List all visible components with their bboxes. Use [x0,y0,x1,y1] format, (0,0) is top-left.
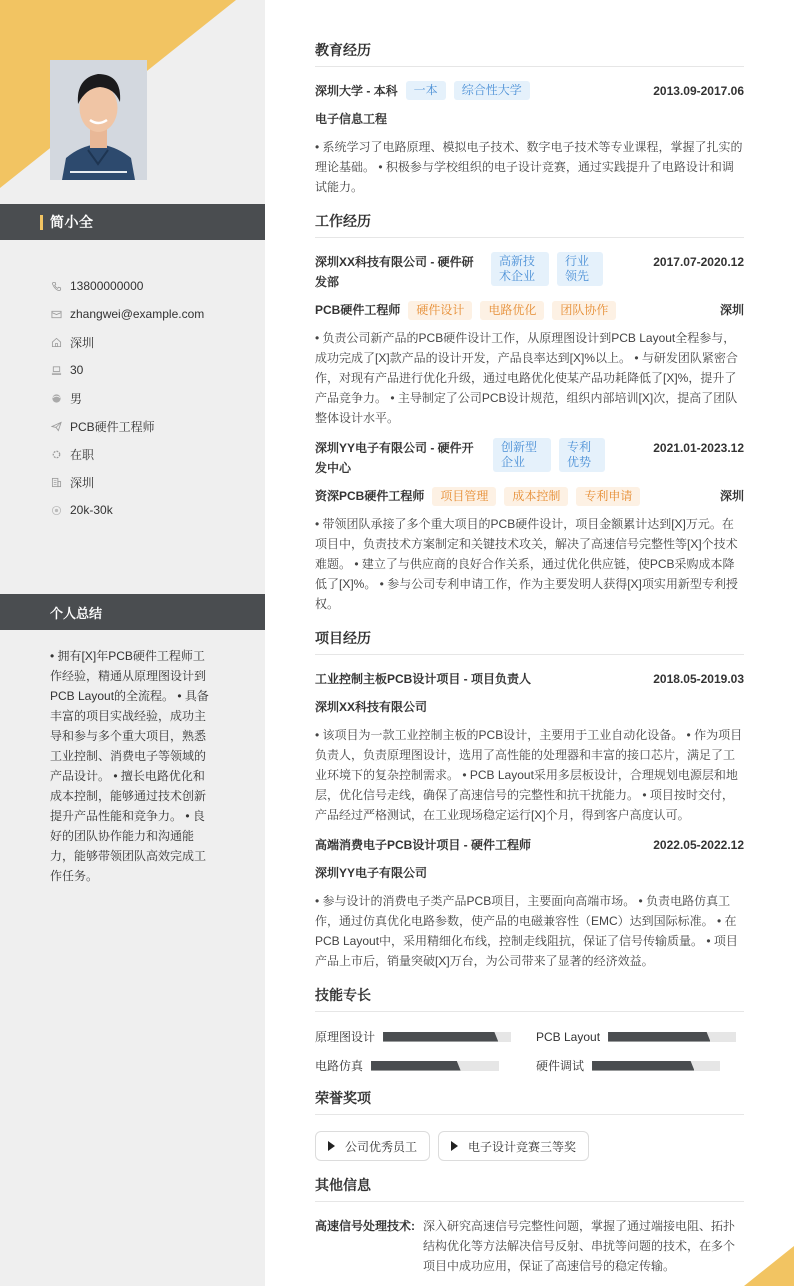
gender-value: 男 [70,391,83,406]
school-tag: 综合性大学 [454,81,530,100]
skill-tag: 专利申请 [576,487,640,506]
skill-item [536,1028,744,1045]
skill-name: 原理图设计 [315,1030,376,1044]
location-value: 深圳 [70,335,95,350]
skill-tag: 硬件设计 [408,301,472,320]
contact-work-city [50,468,250,496]
skill-bar-fill [608,1032,710,1042]
skill-grid [315,1026,744,1074]
play-triangle-icon [328,1141,335,1151]
project-date: 2018.05-2019.03 [653,672,744,686]
summary-title: 个人总结 [50,605,103,621]
company-tag: 专利优势 [559,438,605,472]
send-icon [50,420,62,432]
mail-icon [50,308,62,320]
gender-icon [50,392,62,404]
name-banner [0,204,265,240]
education-section [315,40,744,197]
education-date: 2013.09-2017.06 [653,84,744,98]
sidebar [0,0,265,1286]
job-title-value: PCB硬件工程师 [70,419,155,434]
avatar-photo [50,60,147,180]
award-item [438,1131,589,1161]
project-entry [315,835,744,971]
company-tag: 高新技术企业 [491,252,549,286]
project-company: 深圳XX科技有限公司 [315,700,428,714]
section-title: 荣誉奖项 [315,1088,744,1115]
skill-item [536,1057,744,1074]
company-tag: 创新型企业 [493,438,551,472]
contact-job-title [50,412,250,440]
main-content [315,40,744,1286]
other-item [315,1216,744,1276]
contact-salary [50,496,250,524]
skill-bar [592,1061,720,1071]
status-icon [50,448,62,460]
project-description: • 该项目为一款工业控制主板的PCB设计，主要用于工业自动化设备。 • 作为项目负责人，负责原理图设计，选用了高性能的处理器和丰富的接口芯片，满足了工业环境下的复杂控制需求。 • PCB Layout采用多层板设计，合理规划电源层和地层，优化信号走线，确保了高速信号的完整性和抗干扰能力。 • 项目按时交付，产品经过严格测试，在工业现场稳定运行[X]个月，得到客户高度认可。 [315,728,743,822]
contact-list [50,272,250,524]
contact-gender [50,384,250,412]
skill-bar-fill [383,1032,498,1042]
skill-name: 硬件调试 [536,1059,585,1073]
project-company: 深圳YY电子有限公司 [315,866,428,880]
contact-phone [50,272,250,300]
project-entry [315,669,744,825]
award-list [315,1129,744,1161]
age-icon [50,364,62,376]
status-value: 在职 [70,447,95,462]
section-title: 技能专长 [315,985,744,1012]
contact-status [50,440,250,468]
work-entry [315,438,744,614]
project-name: 工业控制主板PCB设计项目 - 项目负责人 [315,672,532,686]
skill-bar-fill [592,1061,694,1071]
project-name: 高端消费电子PCB设计项目 - 硬件工程师 [315,838,532,852]
phone-value: 13800000000 [70,279,144,293]
salary-icon [50,504,62,516]
salary-value: 20k-30k [70,503,113,517]
skill-tag: 成本控制 [504,487,568,506]
building-icon [50,476,62,488]
home-icon [50,336,62,348]
skill-name: PCB Layout [536,1029,601,1044]
award-item [315,1131,430,1161]
skill-bar [371,1061,499,1071]
portrait-image [50,60,147,180]
position: PCB硬件工程师 [315,303,401,317]
work-date: 2021.01-2023.12 [653,441,744,455]
work-description: • 负责公司新产品的PCB硬件设计工作，从原理图设计到PCB Layout全程参与，成功完成了[X]款产品的设计开发，产品良率达到[X]%以上。 • 与研发团队紧密合作，对现有产品进行优化升级，通过电路优化使某产品功耗降低了[X]%，提升了产品竞争力。 • 主导制定了公司PCB设计规范，组织内部培训[X]次，提高了团队整体设计水平。 [315,331,738,425]
summary-text: • 拥有[X]年PCB硬件工程师工作经验，精通从原理图设计到PCB Layout的全流程。 • 具备丰富的项目实战经验，成功主导和参与多个重大项目，熟悉工业控制、消费电子等领域的产品设计。 • 擅长电路优化和成本控制，能够通过技术创新提升产品性能和竞争力。 • 良好的团队协作能力和沟通能力，能够带领团队高效完成工作任务。 [50,649,209,883]
decorative-corner-shape [744,1246,794,1286]
skill-bar [608,1032,736,1042]
education-description: • 系统学习了电路原理、模拟电子技术、数字电子技术等专业课程，掌握了扎实的理论基础。 • 积极参与学校组织的电子设计竞赛，通过实践提升了电路设计和调试能力。 [315,140,743,194]
project-description: • 参与设计的消费电子类产品PCB项目，主要面向高端市场。 • 负责电路仿真工作，通过仿真优化电路参数，使产品的电磁兼容性（EMC）达到国际标准。 • 在PCB Layout中，采用精细化布线，控制走线阻抗，保证了信号传输质量。 • 项目产品上市后，销量突破[X]万台，为公司带来了显著的经济效益。 [315,894,738,968]
play-triangle-icon [451,1141,458,1151]
skill-tag: 电路优化 [480,301,544,320]
skill-item [315,1028,536,1045]
skill-item [315,1057,536,1074]
project-date: 2022.05-2022.12 [653,838,744,852]
other-key: 高速信号处理技术: [315,1219,415,1233]
work-city: 深圳 [719,489,744,503]
contact-age [50,356,250,384]
company-name: 深圳YY电子有限公司 - 硬件开发中心 [315,441,474,475]
company-tag: 行业领先 [557,252,603,286]
candidate-name: 简小全 [50,214,94,230]
skill-name: 电路仿真 [315,1059,364,1073]
award-label: 电子设计竞赛三等奖 [468,1139,577,1154]
work-date: 2017.07-2020.12 [653,255,744,269]
accent-marker [40,215,43,230]
skill-tag: 团队协作 [552,301,616,320]
award-label: 公司优秀员工 [345,1139,418,1154]
work-section [315,211,744,614]
awards-section [315,1088,744,1161]
projects-section [315,628,744,971]
skill-bar-fill [371,1061,461,1071]
major: 电子信息工程 [315,112,388,126]
work-city-value: 深圳 [70,475,95,490]
work-entry [315,252,744,428]
contact-email [50,300,250,328]
school-tag: 一本 [406,81,446,100]
other-value: 深入研究高速信号完整性问题，掌握了通过端接电阻、拓扑结构优化等方法解决信号反射、串扰等问题的技术，在多个项目中成功应用，保证了高速信号的稳定传输。 [423,1219,736,1273]
contact-location [50,328,250,356]
section-title: 其他信息 [315,1175,744,1202]
email-value: zhangwei@example.com [70,307,205,321]
skill-bar [383,1032,511,1042]
work-city: 深圳 [719,303,744,317]
skill-tag: 项目管理 [432,487,496,506]
summary-banner [0,594,265,630]
position: 资深PCB硬件工程师 [315,489,425,503]
education-entry [315,81,744,197]
phone-icon [50,280,62,292]
work-description: • 带领团队承接了多个重大项目的PCB硬件设计，项目金额累计达到[X]万元。在项目中，负责技术方案制定和关键技术攻关，解决了高速信号完整性等[X]个技术难题。 • 建立了与供应商的良好合作关系，通过优化供应链，使PCB采购成本降低了[X]%。 • 参与公司专利申请工作，作为主要发明人获得[X]项实用新型专利授权。 [315,517,738,611]
age-value: 30 [70,363,84,377]
section-title: 教育经历 [315,40,744,67]
skills-section [315,985,744,1074]
school-name: 深圳大学 - 本科 [315,84,398,98]
other-section [315,1175,744,1276]
section-title: 项目经历 [315,628,744,655]
company-name: 深圳XX科技有限公司 - 硬件研发部 [315,255,474,289]
section-title: 工作经历 [315,211,744,238]
